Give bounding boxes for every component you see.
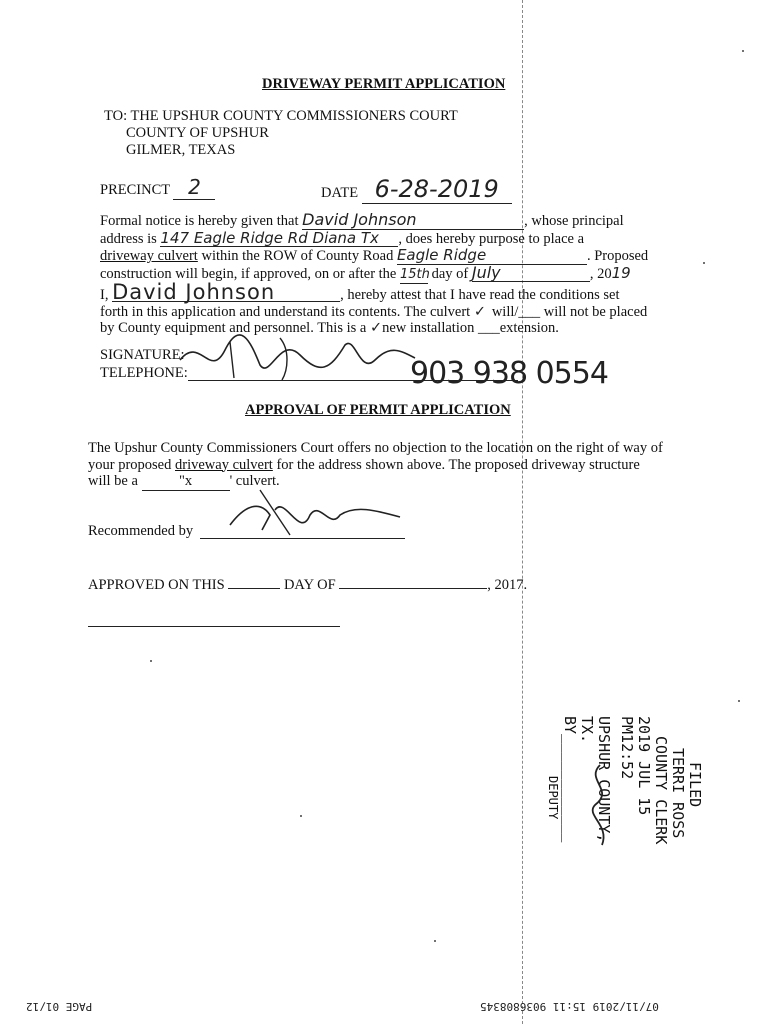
telephone-label: TELEPHONE: <box>100 365 188 381</box>
date-value: 6-28-2019 <box>362 175 512 204</box>
approval-line-1: The Upshur County Commissioners Court offers no objection to the location on the right of way of <box>88 440 663 456</box>
deputy-initials <box>580 760 620 850</box>
approval-heading: APPROVAL OF PERMIT APPLICATION <box>245 402 511 418</box>
applicant-name: David Johnson <box>302 212 524 230</box>
notice-line-5: I, David Johnson , hereby attest that I have read the conditions set <box>100 280 620 304</box>
filed-stamp-text <box>544 716 703 856</box>
culvert-size: "x <box>142 473 230 491</box>
approved-on-line: APPROVED ON THIS DAY OF , 2017. <box>88 577 528 593</box>
addressee-line-3: GILMER, TEXAS <box>126 142 236 158</box>
approval-line-3: will be a "x ' culvert. <box>88 473 280 489</box>
signature-label: SIGNATURE: <box>100 347 185 363</box>
start-day: 15th <box>400 267 428 285</box>
addressee-line-2: COUNTY OF UPSHUR <box>126 125 269 141</box>
stamp-clerk-name: TERRI ROSS <box>669 748 687 839</box>
telephone-value: 903 938 0554 <box>410 356 608 391</box>
stamp-by: BY____________ <box>561 716 579 843</box>
notice-line-3: driveway culvert within the ROW of County Road Eagle Ridge . Proposed <box>100 246 649 264</box>
notice-line-4: construction will begin, if approved, on or after the 15th day of July , 2019 <box>100 265 648 285</box>
date-label: DATE <box>321 185 359 201</box>
fax-header-page: PAGE 01/12 <box>26 1000 93 1013</box>
applicant-signature <box>170 330 430 385</box>
addressee-block <box>104 108 458 159</box>
approver-line <box>88 626 340 627</box>
notice-line-1: Formal notice is hereby given that David Johnson , whose principal <box>100 210 624 229</box>
approval-line-2: your proposed driveway culvert for the address shown above. The proposed driveway structure <box>88 456 640 473</box>
county-road: Eagle Ridge <box>397 247 587 265</box>
notice-line-7: by County equipment and personnel. This is a ✓new installation ___extension. <box>100 320 559 336</box>
addressee-line-1: TO: THE UPSHUR COUNTY COMMISSIONERS COURT <box>104 108 458 124</box>
stamp-deputy: DEPUTY <box>546 776 560 820</box>
approval-paragraph <box>88 440 663 491</box>
precinct-label: PRECINCT <box>100 182 170 198</box>
stamp-datetime: 2019 JUL 15 PM12:52 <box>618 716 653 816</box>
new-installation-checkmark: ✓ <box>369 320 383 336</box>
notice-paragraph <box>100 212 648 337</box>
applicant-address: 147 Eagle Ridge Rd Diana Tx <box>160 230 398 248</box>
notice-line-6: forth in this application and understand its contents. The culvert ✓ will/___ will not be placed <box>100 303 648 320</box>
start-month: July <box>472 265 590 283</box>
date-field <box>321 175 512 204</box>
precinct-field <box>100 175 215 200</box>
stamp-filed: FILED <box>686 762 704 808</box>
notice-line-2: address is 147 Eagle Ridge Rd Diana Tx , does hereby purpose to place a <box>100 228 585 247</box>
recommender-signature <box>200 485 420 545</box>
attester-name: David Johnson <box>112 284 340 302</box>
recommended-label: Recommended by <box>88 523 194 539</box>
precinct-value: 2 <box>173 175 215 200</box>
stamp-clerk-title: COUNTY CLERK <box>652 736 670 845</box>
page-title: DRIVEWAY PERMIT APPLICATION <box>262 76 506 92</box>
fold-line <box>522 0 523 1024</box>
stamp-county: UPSHUR COUNTY, TX. <box>578 716 613 843</box>
fax-header-timestamp: 07/11/2019 15:11 9036808345 <box>480 1000 659 1013</box>
start-year: 19 <box>611 263 631 282</box>
will-checkmark: ✓ <box>473 303 486 320</box>
